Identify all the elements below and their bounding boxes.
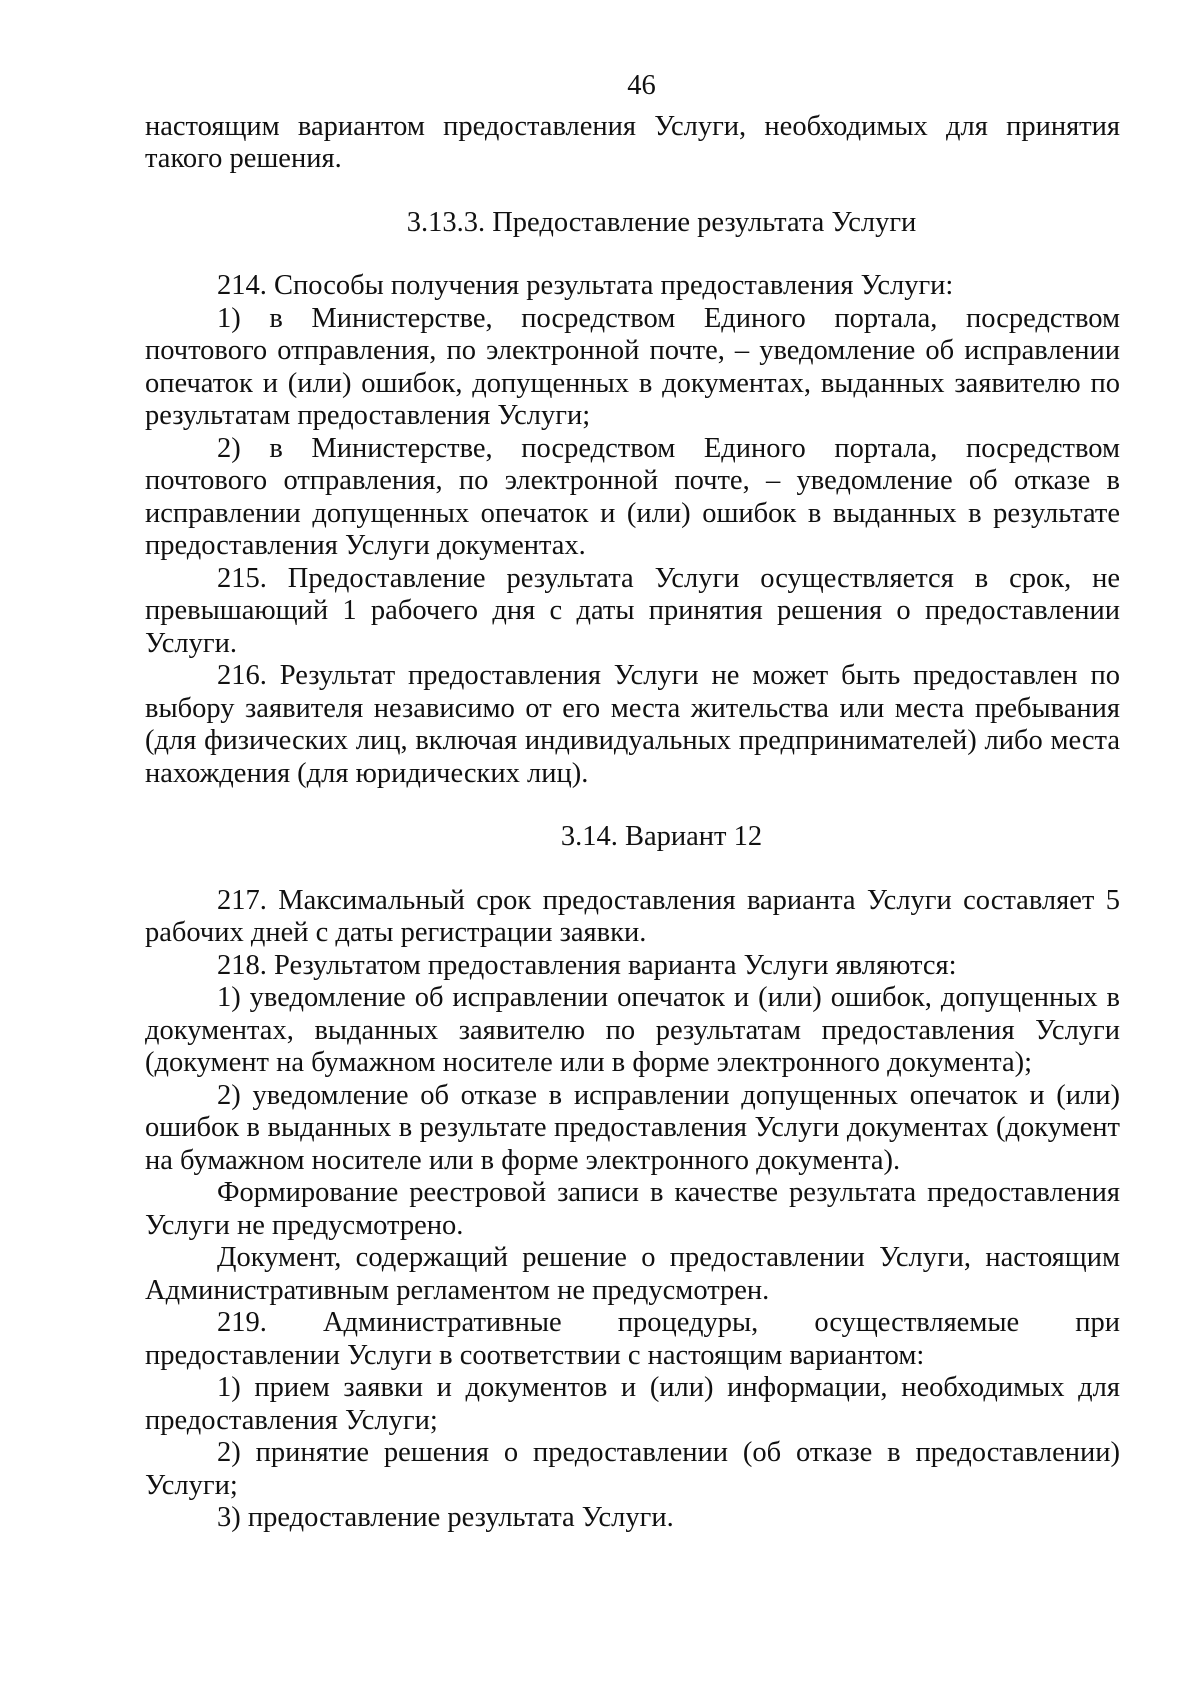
paragraph-219-item-2: 2) принятие решения о предоставлении (об отказе в предоставлении) Услуги;	[145, 1437, 1120, 1501]
paragraph-214: 214. Способы получения результата предоставления Услуги:	[217, 270, 954, 301]
paragraph-216: 216. Результат предоставления Услуги не может быть предоставлен по выбору заявителя независимо от его места жительства или места пребывания (для физических лиц, включая индивидуальных предпринимателей) либо места нахождения (для юридических лиц).	[145, 660, 1120, 789]
paragraph-registry-record: Формирование реестровой записи в качестве результата предоставления Услуги не предусмотрено.	[145, 1177, 1120, 1241]
paragraph-217: 217. Максимальный срок предоставления варианта Услуги составляет 5 рабочих дней с даты регистрации заявки.	[145, 884, 1120, 948]
page-number: 46	[627, 70, 656, 101]
paragraph-219-item-3: 3) предоставление результата Услуги.	[217, 1502, 674, 1533]
document-page	[145, 70, 1120, 1535]
paragraph-218: 218. Результатом предоставления варианта Услуги являются:	[217, 949, 957, 981]
paragraph-214-item-2: 2) в Министерстве, посредством Единого портала, посредством почтового отправления, по электронной почте, – уведомление об отказе в исправлении допущенных опечаток и (или) ошибок в выданных в результате предоставления Услуги документах.	[145, 432, 1120, 561]
paragraph-215: 215. Предоставление результата Услуги осуществляется в срок, не превышающий 1 рабочего дня с даты принятия решения о предоставлении Услуги.	[145, 562, 1120, 659]
paragraph-218-item-2: 2) уведомление об отказе в исправлении допущенных опечаток и (или) ошибок в выданных в результате предоставления Услуги документах (документ на бумажном носителе или в форме электронного документа).	[145, 1079, 1120, 1176]
section-3-14-body	[145, 885, 1120, 1535]
continuation-paragraph: настоящим вариантом предоставления Услуги, необходимых для принятия такого решения.	[145, 110, 1120, 174]
paragraph-214-item-1: 1) в Министерстве, посредством Единого портала, посредством почтового отправления, по электронной почте, – уведомление об исправлении опечаток и (или) ошибок, допущенных в документах, выданных заявителю по результатам предоставления Услуги;	[145, 302, 1120, 431]
paragraph-decision-document: Документ, содержащий решение о предоставлении Услуги, настоящим Административным регламентом не предусмотрен.	[145, 1242, 1120, 1306]
section-heading-3-13-3: 3.13.3. Предоставление результата Услуги	[406, 206, 917, 238]
paragraph-218-item-1: 1) уведомление об исправлении опечаток и (или) ошибок, допущенных в документах, выданных заявителю по результатам предоставления Услуги (документ на бумажном носителе или в форме электронного документа);	[145, 982, 1120, 1078]
paragraph-219-item-1: 1) прием заявки и документов и (или) информации, необходимых для предоставления Услуги;	[145, 1372, 1120, 1436]
section-heading-3-14: 3.14. Вариант 12	[560, 821, 763, 852]
paragraph-219: 219. Административные процедуры, осуществляемые при предоставлении Услуги в соответствии с настоящим вариантом:	[145, 1307, 1120, 1371]
section-3-13-3-body	[145, 270, 1120, 790]
